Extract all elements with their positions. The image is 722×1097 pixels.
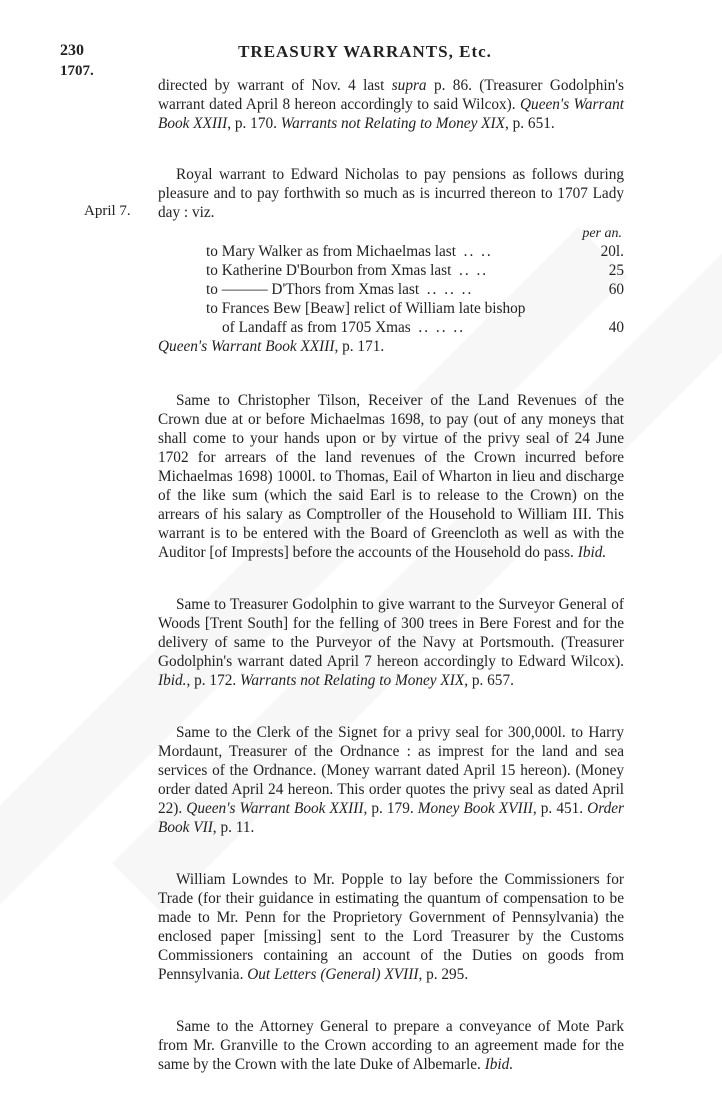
entry-pensions: Royal warrant to Edward Nicholas to pay pensions as follows during pleasure and to pay forthwith so much as is incurred thereon to 1707 Lady day : viz. <box>158 166 624 221</box>
margin-date: April 7. <box>84 203 131 219</box>
margin-year: 1707. <box>60 63 94 79</box>
list-item: to Frances Bew [Beaw] relict of William late bishop of Landaff as from 1705 Xmas .. .. .. 40 <box>206 300 624 336</box>
entry-attorney: Same to the Attorney General to prepare a conveyance of Mote Park from Mr. Granville to the Crown according to an agreement made for the same by the Crown with the late Duke of Albemarle. Ibid. <box>158 1018 624 1073</box>
entry-signet: Same to the Clerk of the Signet for a privy seal for 300,000l. to Harry Mordaunt, Treasurer of the Ordnance : as imprest for the land and sea services of the Ordnance. (Money warrant dated April 15 hereon). (Money order dated April 24 hereon. This order quotes the privy seal as dated April 22). Queen's Warrant Book XXIII, p. 179. Money Book XVIII, p. 451. Order Book VII, p. 11. <box>158 724 624 836</box>
pension-list <box>206 226 624 337</box>
main-text <box>158 76 624 1074</box>
list-item: to Katherine D'Bourbon from Xmas last .. .. 25 <box>206 262 624 279</box>
entry-continuation: directed by warrant of Nov. 4 last supra p. 86. (Treasurer Godolphin's warrant dated April 8 hereon accordingly to said Wilcox). Queen's Warrant Book XXIII, p. 170. Warrants not Relating to Money XIX, p. 651. <box>158 77 624 132</box>
entry-lowndes: William Lowndes to Mr. Popple to lay before the Commissioners for Trade (for their guidance in estimating the quantum of compensation to be made to Mr. Penn for the Proprietory Government of Pennsylvania) the enclosed paper [missing] sent to the Lord Treasurer by the Customs Commissioners containing an account of the Duties on goods from Pennsylvania. Out Letters (General) XVIII, p. 295. <box>158 871 624 983</box>
entry-woods: Same to Treasurer Godolphin to give warrant to the Surveyor General of Woods [Trent South] for the felling of 300 trees in Bere Forest and for the delivery of same to the Purveyor of the Navy at Portsmouth. (Treasurer Godolphin's warrant dated April 7 hereon accordingly to Edward Wilcox). Ibid., p. 172. Warrants not Relating to Money XIX, p. 657. <box>158 596 624 689</box>
source-reference: Queen's Warrant Book XXIII, p. 171. <box>158 338 385 355</box>
page-title: TREASURY WARRANTS, Etc. <box>238 42 492 61</box>
per-annum-label: per an. <box>582 226 622 241</box>
running-header <box>60 42 670 66</box>
list-item: to ——— D'Thors from Xmas last .. .. .. 60 <box>206 281 624 298</box>
page-number: 230 <box>60 42 84 59</box>
list-item: to Mary Walker as from Michaelmas last .. .. 20l. <box>206 243 624 260</box>
entry-tilson: Same to Christopher Tilson, Receiver of the Land Revenues of the Crown due at or before Michaelmas 1698, to pay (out of any moneys that shall come to your hands upon or by virtue of the privy seal of 24 June 1702 for arrears of the land revenues of the Crown incurred before Michaelmas 1698) 1000l. to Thomas, Eail of Wharton in lieu and discharge of the like sum (which the said Earl is to release to the Crown) on the arrears of his salary as Comptroller of the Household to William III. This warrant is to be entered with the Board of Greencloth as well as with the Auditor [of Imprests] before the accounts of the Household do pass. Ibid. <box>158 392 624 561</box>
